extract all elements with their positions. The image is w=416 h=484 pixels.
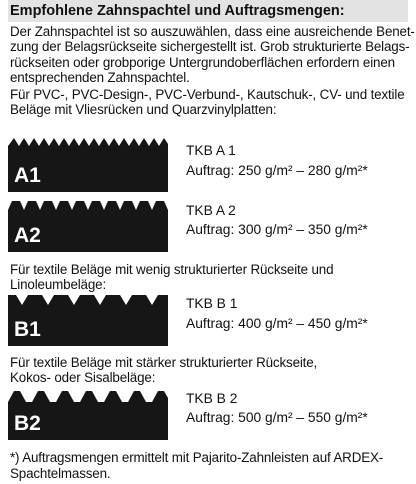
text-line: Für textile Beläge mit wenig strukturierter Rückseite und [10,262,334,277]
trowel-name: TKB B 1 [186,296,238,311]
text-line: Der Zahnspachtel ist so auszuwählen, dass eine ausreichende Benet- [10,24,415,39]
group-a-description [10,87,405,118]
trowel-b1-icon [8,294,168,346]
group-b2-description [10,355,317,386]
trowel-name: TKB A 2 [186,203,236,218]
trowel-rate: Auftrag: 400 g/m² – 450 g/m²* [186,316,368,331]
trowel-rate: Auftrag: 300 g/m² – 350 g/m²* [186,222,368,237]
text-line: zung der Belagsrückseite sichergestellt ist. Grob strukturierte Belags- [10,39,410,55]
text-line: entsprechenden Zahnspachtel. [10,69,190,85]
trowel-b2-icon [8,390,168,440]
text-line: *) Auftragsmengen ermittelt mit Pajarito-Zahnleisten auf ARDEX- [10,450,384,465]
trowel-label: B1 [14,318,41,341]
text-line: Für textile Beläge mit stärker strukturierter Rückseite, [10,355,318,370]
trowel-label: A1 [14,164,41,187]
footnote [10,450,383,482]
trowel-a2-icon [8,200,168,252]
trowel-label: B2 [14,412,41,435]
group-b1-description [10,262,333,293]
text-line: Spachtelmassen. [10,466,111,481]
text-line: Kokos- oder Sisalbeläge: [10,370,156,386]
trowel-name: TKB A 1 [186,143,236,158]
trowel-a1-icon [8,138,168,192]
text-line: Linoleumbeläge: [10,277,107,293]
page-title: Empfohlene Zahnspachtel und Auftragsmengen: [8,0,408,22]
trowel-name: TKB B 2 [186,391,238,406]
text-line: Für PVC-, PVC-Design-, PVC-Verbund-, Kautschuk-, CV- und textile [10,87,405,102]
intro-paragraph [10,24,415,85]
trowel-label: A2 [14,224,41,247]
text-line: rückseiten oder grobporige Untergrundoberflächen erfordern einen [10,54,395,70]
trowel-rate: Auftrag: 500 g/m² – 550 g/m²* [186,410,368,425]
text-line: Beläge mit Vliesrücken und Quarzvinylplatten: [10,102,277,118]
trowel-rate: Auftrag: 250 g/m² – 280 g/m²* [186,163,368,178]
